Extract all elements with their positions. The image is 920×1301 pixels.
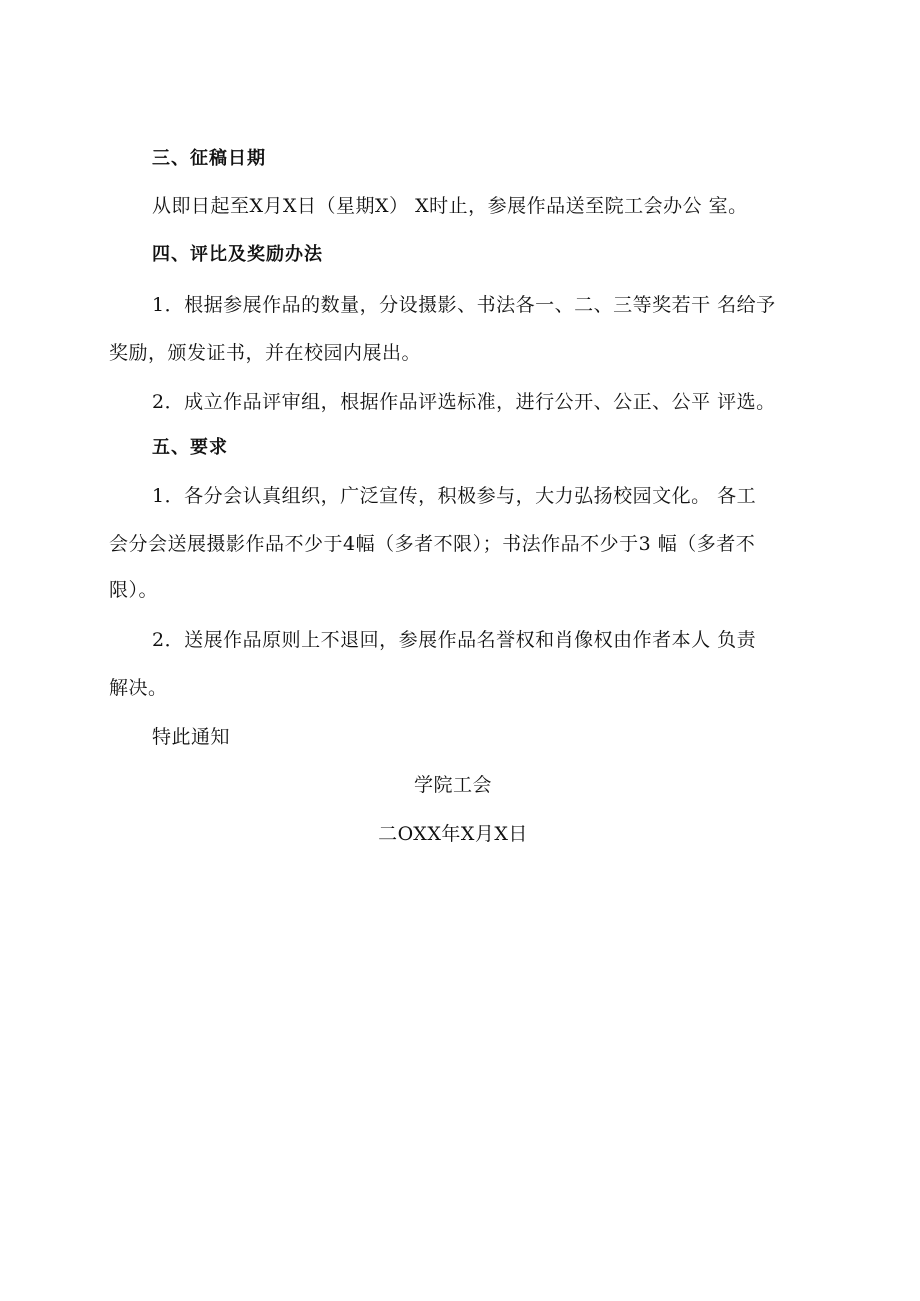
section-5-item-1-line-2: 会分会送展摄影作品不少于4幅（多者不限）；书法作品不少于3 幅（多者不 xyxy=(109,533,756,555)
section-5-item-1-line-1: 1．各分会认真组织，广泛宣传，积极参与，大力弘扬校园文化。 各工 xyxy=(152,485,757,507)
section-5-item-1-line-3: 限）。 xyxy=(109,579,159,601)
section-5-item-2-line-2: 解决。 xyxy=(109,677,168,699)
closing-notice: 特此通知 xyxy=(152,726,231,748)
date: 二OXX年X月X日 xyxy=(378,823,528,845)
section-4-item-1-line-1: 1．根据参展作品的数量，分设摄影、书法各一、二、三等奖若干 名给予 xyxy=(152,294,776,316)
section-4-item-2-line-1: 2．成立作品评审组，根据作品评选标准，进行公开、公正、公平 评选。 xyxy=(152,391,776,413)
section-3-heading: 三、征稿日期 xyxy=(152,148,266,169)
section-4-heading: 四、评比及奖励办法 xyxy=(152,244,323,265)
section-3-body: 从即日起至X月X日（星期X） X时止，参展作品送至院工会办公 室。 xyxy=(152,195,748,217)
section-5-item-2-line-1: 2．送展作品原则上不退回，参展作品名誉权和肖像权由作者本人 负责 xyxy=(152,629,757,651)
section-5-heading: 五、要求 xyxy=(152,437,228,458)
section-4-item-1-line-2: 奖励，颁发证书，并在校园内展出。 xyxy=(109,342,422,364)
signature: 学院工会 xyxy=(413,774,492,796)
